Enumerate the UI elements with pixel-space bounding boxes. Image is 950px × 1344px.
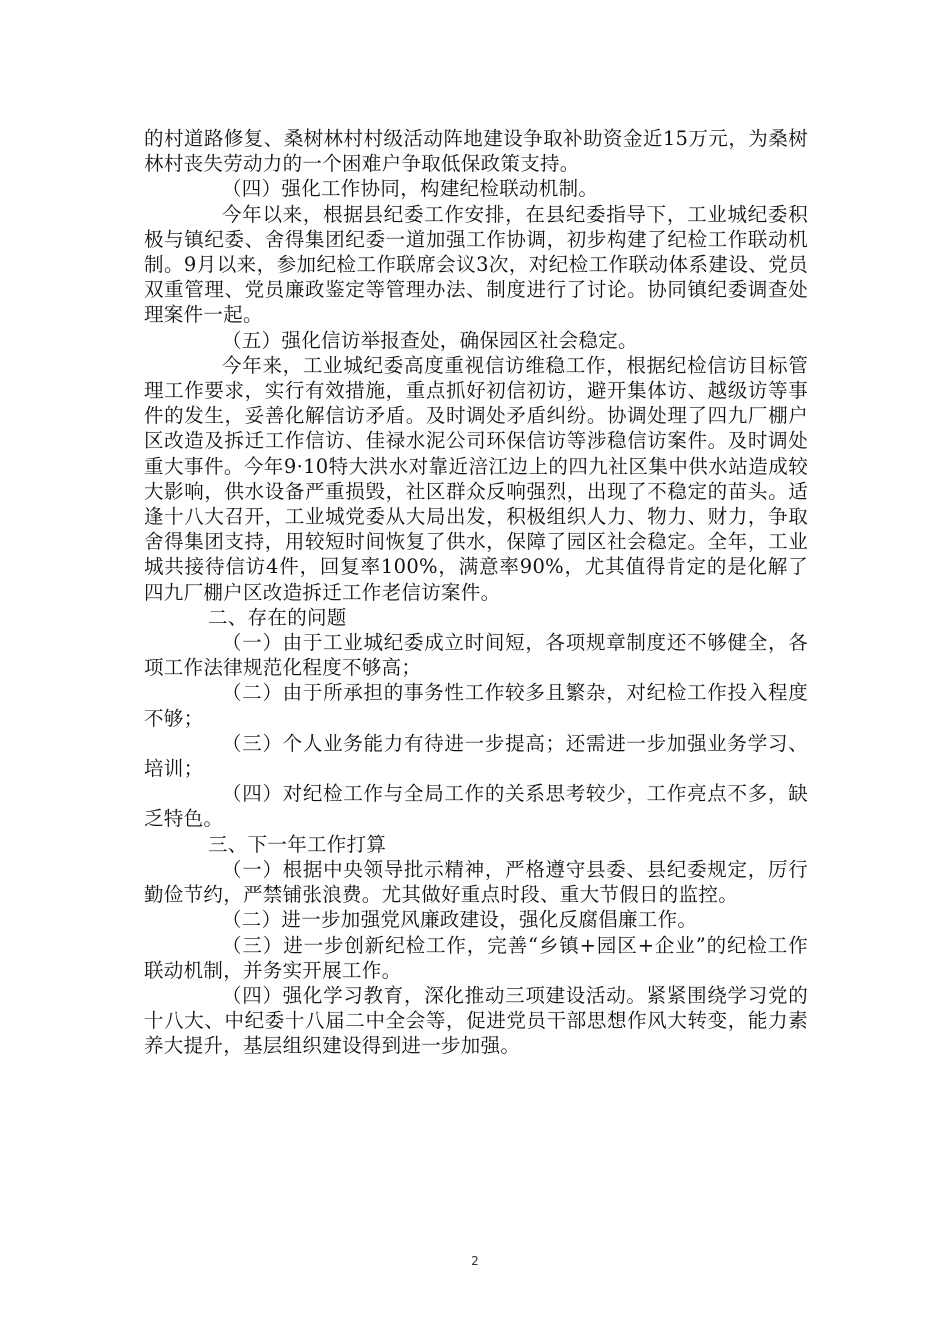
paragraph-continuation: 的村道路修复、桑树林村村级活动阵地建设争取补助资金近15万元，为桑树林村丧失劳动力的一个困难户争取低保政策支持。 bbox=[144, 127, 808, 176]
document-body bbox=[144, 126, 808, 1059]
paragraph-petitions: 今年来，工业城纪委高度重视信访维稳工作，根据纪检信访目标管理工作要求，实行有效措施，重点抓好初信初访，避开集体访、越级访等事件的发生，妥善化解信访矛盾。及时调处矛盾纠纷。协调处理了四九厂棚户区改造及拆迁工作信访、佳禄水泥公司环保信访等涉稳信访案件。及时调处重大事件。今年9·10特大洪水对靠近涪江边上的四九社区集中供水站造成较大影响，供水设备严重损毁，社区群众反响强烈，出现了不稳定的苗头。适逢十八大召开，工业城党委从大局出发，积极组织人力、物力、财力，争取舍得集团支持，用较短时间恢复了供水，保障了园区社会稳定。全年，工业城共接待信访4件，回复率100%，满意率90%，尤其值得肯定的是化解了四九厂棚户区改造拆迁工作老信访案件。 bbox=[144, 353, 808, 604]
plan-item-4: （四）强化学习教育，深化推动三项建设活动。紧紧围绕学习党的十八大、中纪委十八届二中全会等，促进党员干部思想作风大转变，能力素养大提升，基层组织建设得到进一步加强。 bbox=[144, 983, 808, 1058]
plan-item-1: （一）根据中央领导批示精神，严格遵守县委、县纪委规定，厉行勤俭节约，严禁铺张浪费。尤其做好重点时段、重大节假日的监控。 bbox=[144, 857, 808, 907]
page-number: 2 bbox=[471, 1254, 479, 1268]
paragraph-coordination: 今年以来，根据县纪委工作安排，在县纪委指导下，工业城纪委积极与镇纪委、舍得集团纪委一道加强工作协调，初步构建了纪检工作联动机制。9月以来，参加纪检工作联席会议3次，对纪检工作联动体系建设、党员双重管理、党员廉政鉴定等管理办法、制度进行了讨论。协同镇纪委调查处理案件一起。 bbox=[144, 202, 808, 327]
problem-item-2: （二）由于所承担的事务性工作较多且繁杂，对纪检工作投入程度不够； bbox=[144, 681, 808, 730]
problem-item-4: （四）对纪检工作与全局工作的关系思考较少，工作亮点不多，缺乏特色。 bbox=[144, 782, 808, 831]
problem-item-1: （一）由于工业城纪委成立时间短，各项规章制度还不够健全，各项工作法律规范化程度不够高； bbox=[144, 631, 808, 680]
subsection-heading-5: （五）强化信访举报查处，确保园区社会稳定。 bbox=[222, 328, 638, 352]
section-heading-plans: 三、下一年工作打算 bbox=[208, 832, 387, 856]
plan-item-2: （二）进一步加强党风廉政建设，强化反腐倡廉工作。 bbox=[222, 908, 698, 932]
plan-item-3: （三）进一步创新纪检工作，完善“乡镇+园区+企业”的纪检工作联动机制，并务实开展工作。 bbox=[144, 933, 808, 982]
section-heading-problems: 二、存在的问题 bbox=[208, 605, 347, 629]
problem-item-3: （三）个人业务能力有待进一步提高；还需进一步加强业务学习、培训； bbox=[144, 731, 808, 781]
subsection-heading-4: （四）强化工作协同，构建纪检联动机制。 bbox=[222, 177, 599, 201]
